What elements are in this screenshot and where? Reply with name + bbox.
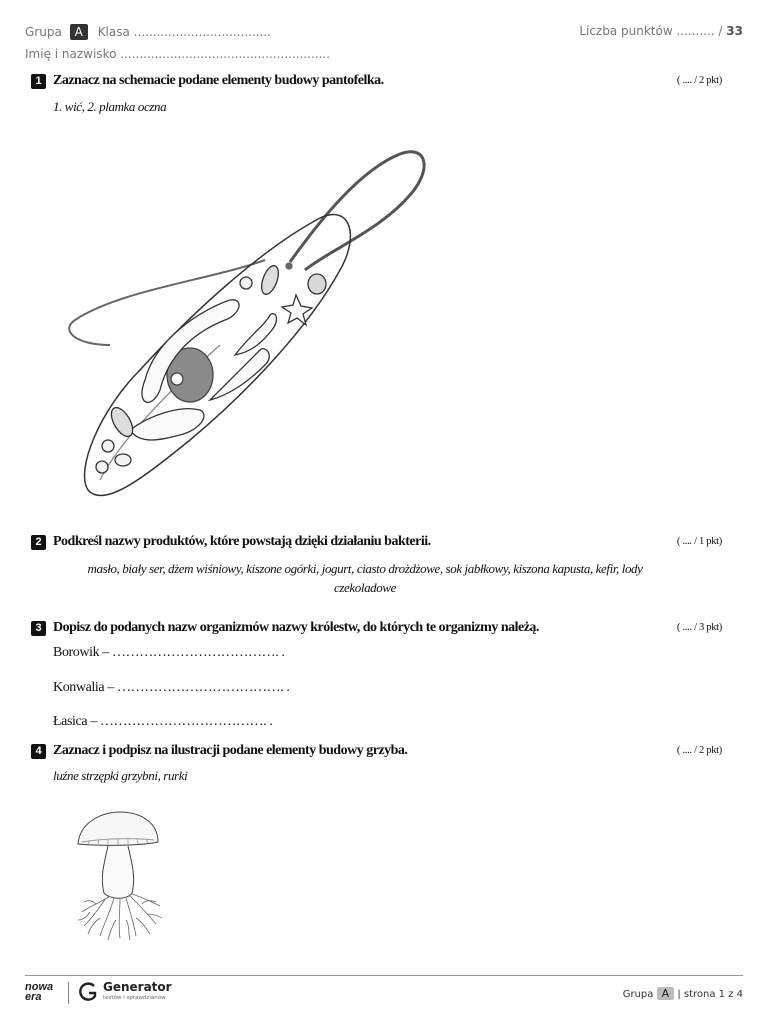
page-indicator	[623, 987, 743, 1000]
cell-body	[85, 215, 351, 496]
answer-line-lasica[interactable]: Łasica – ………………………………. .	[53, 714, 273, 729]
points-total: 33	[726, 24, 743, 38]
footer-divider	[25, 975, 743, 976]
paramecium-illustration	[60, 140, 440, 505]
mycelium	[78, 894, 162, 940]
flagellum	[290, 152, 424, 270]
generator-subtitle: testów i sprawdzianów	[103, 995, 166, 1001]
logo-separator	[68, 982, 69, 1004]
question-4-points: ( .... / 2 pkt)	[676, 745, 722, 756]
group-badge: A	[70, 24, 88, 40]
answer-line-konwalia[interactable]: Konwalia – ………………………………. .	[53, 680, 290, 695]
footer-group-label: Grupa	[622, 989, 654, 1000]
question-4-hint: luźne strzępki grzybni, rurki	[53, 768, 188, 783]
question-3-title: Dopisz do podanych nazw organizmów nazwy królestw, do których te organizmy należą.	[53, 620, 539, 635]
class-label: Klasa ....................................	[97, 25, 271, 39]
question-1-points: ( .... / 2 pkt)	[676, 75, 722, 86]
question-2-title: Podkreśl nazwy produktów, które powstają dzięki działaniu bakterii.	[53, 534, 431, 549]
eyespot	[286, 263, 292, 269]
generator-title: Generator	[103, 980, 172, 994]
question-2-points: ( .... / 1 pkt)	[676, 536, 722, 547]
question-3-number: 3	[31, 621, 46, 636]
points-label: Liczba punktów .......... /	[579, 24, 723, 38]
question-4-title: Zaznacz i podpisz na ilustracji podane elementy budowy grzyba.	[53, 743, 408, 758]
answer-line-borowik[interactable]: Borowik – ………………………………. .	[53, 645, 285, 660]
group-label: Grupa	[25, 25, 62, 39]
group-label-row	[25, 24, 271, 40]
mushroom-stem	[102, 846, 133, 898]
footer-group-badge: A	[657, 987, 675, 1000]
question-3-points: ( .... / 3 pkt)	[676, 622, 722, 633]
points-summary	[579, 24, 743, 38]
question-2-number: 2	[31, 535, 46, 550]
products-line-1: masło, biały ser, dżem wiśniowy, kiszone ogórki, jogurt, ciasto drożdżowe, sok jabłkowy, kiszona kapusta, kefir, lody	[87, 561, 643, 576]
products-line-2: czekoladowe	[333, 580, 397, 595]
mushroom-illustration	[70, 808, 170, 943]
name-label: Imię i nazwisko .......................................................	[25, 47, 331, 61]
contractile-vacuole	[282, 295, 312, 325]
products-list	[40, 559, 690, 597]
nowa-era-logo: nowa era	[25, 981, 54, 1003]
question-4-number: 4	[31, 744, 46, 759]
generator-g-icon	[77, 981, 99, 1003]
question-1-number: 1	[31, 74, 46, 89]
question-1-title: Zaznacz na schemacie podane elementy budowy pantofelka.	[53, 73, 384, 88]
footer-page-label: | strona 1 z 4	[677, 989, 743, 1000]
question-1-hint: 1. wić, 2. plamka oczna	[53, 99, 167, 114]
